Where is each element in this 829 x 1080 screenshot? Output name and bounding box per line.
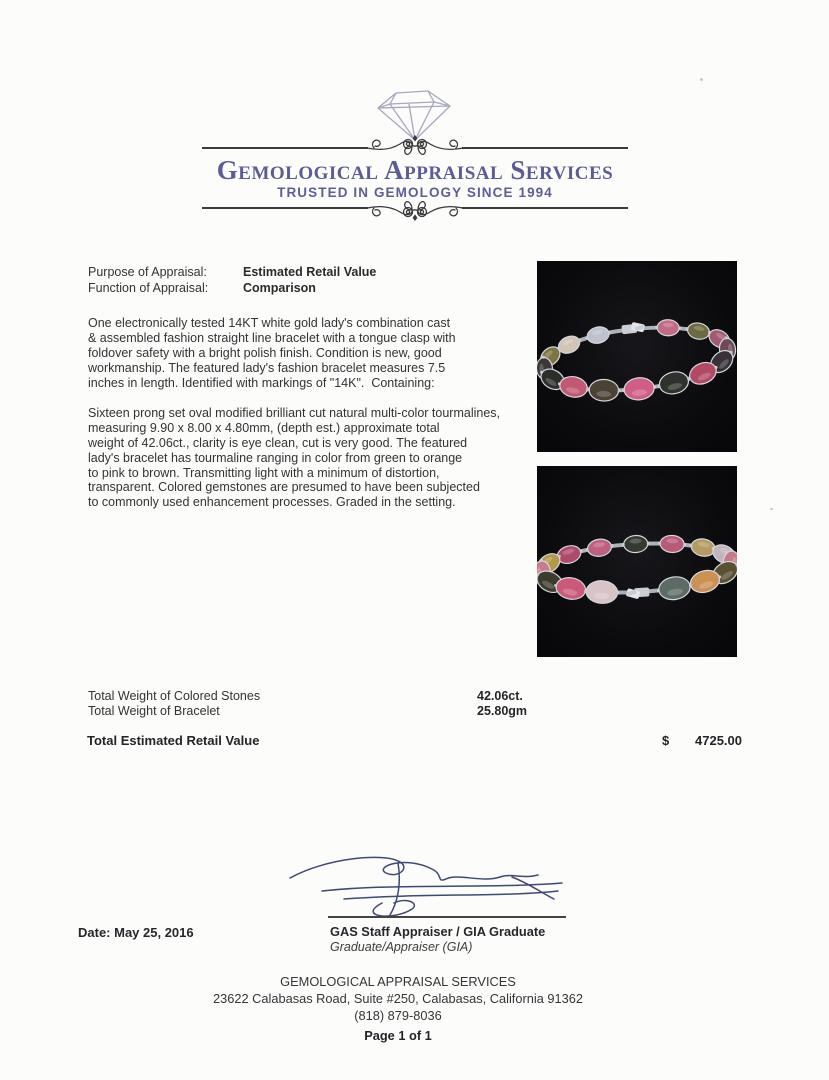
text-line: One electronically tested 14KT white gold lady's combination cast — [88, 316, 451, 330]
text-line: foldover safety with a bright polish finish. Condition is new, good — [88, 345, 442, 360]
scan-speck — [700, 78, 703, 81]
bracelet-photo-angled-view — [537, 261, 737, 452]
document-footer — [0, 973, 796, 1044]
function-label: Function of Appraisal: — [88, 280, 209, 295]
purpose-label: Purpose of Appraisal: — [88, 265, 207, 279]
text-line: transparent. Colored gemstones are presumed to have been subjected — [88, 480, 480, 495]
function-value: Comparison — [243, 280, 316, 295]
divider-line — [202, 147, 368, 149]
brand-title: Gemological Appraisal Services — [216, 155, 614, 185]
footer-company: GEMOLOGICAL APPRAISAL SERVICES — [280, 974, 516, 989]
total-bracelet-value: 25.80gm — [477, 704, 528, 718]
footer-address: 23622 Calabasas Road, Suite #250, Calabasas, California 91362 — [213, 991, 583, 1006]
signer-subtitle: Graduate/Appraiser (GIA) — [330, 940, 473, 954]
appraisal-date: Date: May 25, 2016 — [78, 925, 194, 940]
scan-speck — [770, 508, 773, 510]
grand-total-value: 4725.00 — [695, 733, 742, 748]
signer-title: GAS Staff Appraiser / GIA Graduate — [330, 924, 546, 939]
brand-tagline: TRUSTED IN GEMOLOGY SINCE 1994 — [277, 185, 553, 200]
page-indicator: Page 1 of 1 — [364, 1028, 432, 1043]
text-line: measuring 9.90 x 8.00 x 4.80mm, (depth est.) approximate total — [88, 420, 440, 435]
divider-line — [462, 207, 628, 209]
ornamental-divider-bottom — [202, 194, 628, 222]
text-line: & assembled fashion straight line bracelet with a tongue clasp with — [88, 330, 456, 345]
text-line: weight of 42.06ct., clarity is eye clean, cut is very good. The featured — [88, 435, 468, 450]
currency-symbol: $ — [662, 733, 670, 748]
divider-line — [462, 147, 628, 149]
footer-phone: (818) 879-8036 — [354, 1008, 442, 1023]
text-line: workmanship. The featured lady's fashion bracelet measures 7.5 — [88, 360, 446, 375]
description-paragraph-1 — [88, 316, 456, 390]
appraisal-meta — [88, 265, 376, 296]
description-paragraph-2 — [88, 406, 500, 510]
appraiser-signature — [286, 852, 568, 918]
purpose-value: Estimated Retail Value — [243, 265, 377, 279]
total-bracelet-label: Total Weight of Bracelet — [88, 704, 220, 718]
text-line: to pink to brown. Transmitting light with a minimum of distortion, — [88, 465, 440, 480]
divider-line — [202, 207, 368, 209]
text-line: to commonly used enhancement processes. Graded in the setting. — [88, 495, 456, 510]
scroll-ornament-icon — [367, 194, 463, 222]
text-line: Sixteen prong set oval modified brilliant cut natural multi-color tourmalines, — [88, 406, 500, 420]
text-line: lady's bracelet has tourmaline ranging in color from green to orange — [88, 450, 463, 465]
bracelet-photo-side-view — [537, 466, 737, 657]
signature-line — [328, 916, 566, 918]
total-stones-label: Total Weight of Colored Stones — [88, 689, 261, 703]
grand-total-label: Total Estimated Retail Value — [87, 733, 260, 748]
text-line: inches in length. Identified with markings of "14K". Containing: — [88, 375, 435, 390]
total-stones-value: 42.06ct. — [477, 689, 523, 703]
